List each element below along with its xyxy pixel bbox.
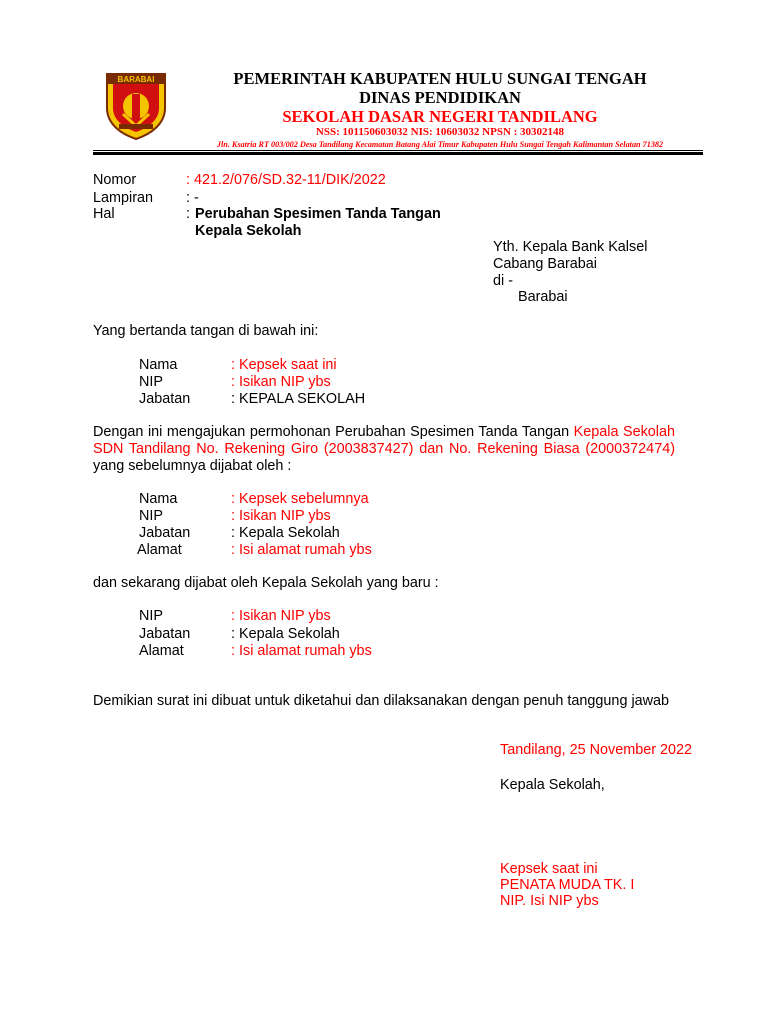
current-alamat-value: : Isi alamat rumah ybs (231, 643, 372, 659)
lampiran-value: : - (186, 190, 199, 206)
intro-text: Yang bertanda tangan di bawah ini: (93, 323, 319, 339)
previous-nama-label: Nama (139, 491, 178, 507)
signer-nama-label: Nama (139, 357, 178, 373)
recipient-line3: di - (493, 273, 513, 289)
nomor-value: : 421.2/076/SD.32-11/DIK/2022 (186, 172, 386, 188)
current-nip-value: : Isikan NIP ybs (231, 608, 331, 624)
previous-nip-value: : Isikan NIP ybs (231, 508, 331, 524)
new-holder-intro: dan sekarang dijabat oleh Kepala Sekolah yang baru : (93, 575, 439, 591)
account-details: Kepala Sekolah SDN Tandilang No. Rekening Giro (2003837427) dan No. Rekening Biasa (2000372474) (93, 424, 676, 457)
hal-colon: : (186, 206, 190, 222)
signer-nip-label: NIP (139, 374, 163, 390)
signer-nama-value: : Kepsek saat ini (231, 357, 337, 373)
signatory-title: Kepala Sekolah, (500, 777, 605, 793)
hal-label: Hal (93, 206, 115, 222)
current-nip-label: NIP (139, 608, 163, 624)
hal-subject-line1: Perubahan Spesimen Tanda Tangan (195, 206, 441, 222)
previous-alamat-value: : Isi alamat rumah ybs (231, 542, 372, 558)
request-paragraph-end: yang sebelumnya dijabat oleh : (93, 458, 292, 474)
signer-jabatan-value: : KEPALA SEKOLAH (231, 391, 366, 407)
letterhead-address: Jln. Ksatria RT 003/002 Desa Tandilang Kecamatan Batang Alai Timur Kabupaten Hulu Sungai Tengah Kalimantan Selatan 71382 (216, 140, 664, 149)
letterhead-divider-thick (93, 152, 703, 155)
signer-nip-value: : Isikan NIP ybs (231, 374, 331, 390)
letterhead-department: DINAS PENDIDIKAN (359, 88, 521, 107)
recipient-city: Barabai (518, 289, 568, 305)
letterhead-school-ids: NSS: 101150603032 NIS: 10603032 NPSN : 30302148 (315, 126, 565, 138)
previous-nama-value: : Kepsek sebelumnya (231, 491, 369, 507)
closing-paragraph: Demikian surat ini dibuat untuk diketahui dan dilaksanakan dengan penuh tanggung jawab (93, 693, 670, 709)
place-date: Tandilang, 25 November 2022 (500, 742, 693, 758)
request-paragraph-start: Dengan ini mengajukan permohonan Perubahan Spesimen Tanda Tangan (93, 424, 574, 440)
nomor-label: Nomor (93, 172, 137, 188)
previous-nip-label: NIP (139, 508, 163, 524)
recipient-line2: Cabang Barabai (493, 256, 598, 272)
current-jabatan-label: Jabatan (139, 626, 191, 642)
current-alamat-label: Alamat (139, 643, 184, 659)
letterhead-school-name: SEKOLAH DASAR NEGERI TANDILANG (282, 107, 598, 126)
svg-text:BARABAI: BARABAI (117, 75, 155, 84)
previous-jabatan-label: Jabatan (139, 525, 191, 541)
hal-subject-line2: Kepala Sekolah (195, 223, 302, 239)
request-paragraph (93, 424, 675, 475)
recipient-line1: Yth. Kepala Bank Kalsel (493, 239, 648, 255)
letterhead-divider-thin (93, 150, 703, 151)
previous-alamat-label: Alamat (137, 542, 182, 558)
letterhead-government: PEMERINTAH KABUPATEN HULU SUNGAI TENGAH (233, 69, 647, 88)
signer-jabatan-label: Jabatan (139, 391, 191, 407)
lampiran-label: Lampiran (93, 190, 153, 206)
signatory-nip: NIP. Isi NIP ybs (500, 893, 599, 909)
signatory-name: Kepsek saat ini (500, 861, 598, 877)
current-jabatan-value: : Kepala Sekolah (231, 626, 340, 642)
school-emblem-logo (103, 68, 169, 140)
signatory-rank: PENATA MUDA TK. I (500, 877, 635, 893)
previous-jabatan-value: : Kepala Sekolah (231, 525, 340, 541)
